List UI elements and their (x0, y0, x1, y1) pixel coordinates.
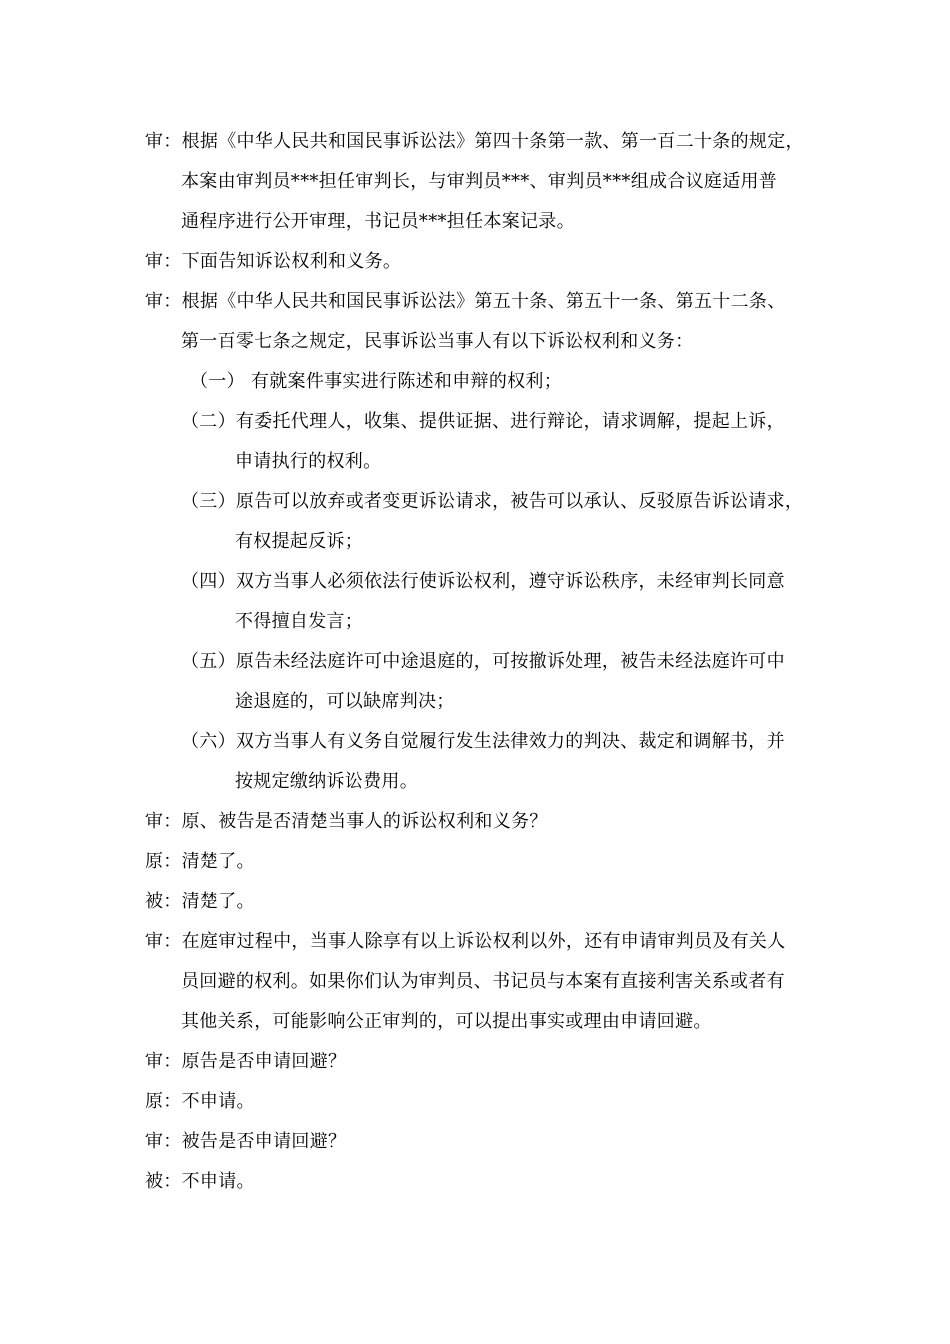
text-line: （四）双方当事人必须依法行使诉讼权利，遵守诉讼秩序，未经审判长同意 (181, 571, 785, 592)
text-line: 不得擅自发言； (235, 611, 364, 632)
text-line: 审：根据《中华人民共和国民事诉讼法》第四十条第一款、第一百二十条的规定， (145, 131, 804, 152)
text-line: （六）双方当事人有义务自觉履行发生法律效力的判决、裁定和调解书，并 (181, 731, 785, 752)
text-line: 有权提起反诉； (235, 531, 364, 552)
text-line: 员回避的权利。如果你们认为审判员、书记员与本案有直接利害关系或者有 (181, 971, 785, 992)
text-line: 审：在庭审过程中，当事人除享有以上诉讼权利以外，还有申请审判员及有关人 (145, 931, 786, 952)
text-line: （二）有委托代理人，收集、提供证据、进行辩论，请求调解，提起上诉， (181, 411, 785, 432)
text-line: 通程序进行公开审理，书记员***担任本案记录。 (181, 211, 575, 232)
text-line: 申请执行的权利。 (235, 451, 382, 472)
text-line: 途退庭的，可以缺席判决； (235, 691, 455, 712)
text-line: 原：清楚了。 (145, 851, 255, 872)
text-line: 审：根据《中华人民共和国民事诉讼法》第五十条、第五十一条、第五十二条、 (145, 291, 786, 312)
text-line: 原：不申请。 (145, 1091, 255, 1112)
text-line: （一） 有就案件事实进行陈述和申辩的权利； (190, 371, 563, 392)
text-line: 审：被告是否申请回避？ (145, 1131, 347, 1152)
text-line: 被：不申请。 (145, 1171, 255, 1192)
text-line: 其他关系，可能影响公正审判的，可以提出事实或理由申请回避。 (181, 1011, 712, 1032)
text-line: 被：清楚了。 (145, 891, 255, 912)
text-line: （三）原告可以放弃或者变更诉讼请求，被告可以承认、反驳原告诉讼请求， (181, 491, 804, 512)
text-line: 第一百零七条之规定，民事诉讼当事人有以下诉讼权利和义务： (181, 331, 694, 352)
text-line: 本案由审判员***担任审判长，与审判员***、审判员***组成合议庭适用普 (181, 171, 778, 192)
text-line: 审：下面告知诉讼权利和义务。 (145, 251, 402, 272)
text-line: （五）原告未经法庭许可中途退庭的，可按撤诉处理，被告未经法庭许可中 (181, 651, 785, 672)
text-line: 审：原告是否申请回避？ (145, 1051, 347, 1072)
text-line: 审：原、被告是否清楚当事人的诉讼权利和义务？ (145, 811, 548, 832)
text-line: 按规定缴纳诉讼费用。 (235, 771, 418, 792)
